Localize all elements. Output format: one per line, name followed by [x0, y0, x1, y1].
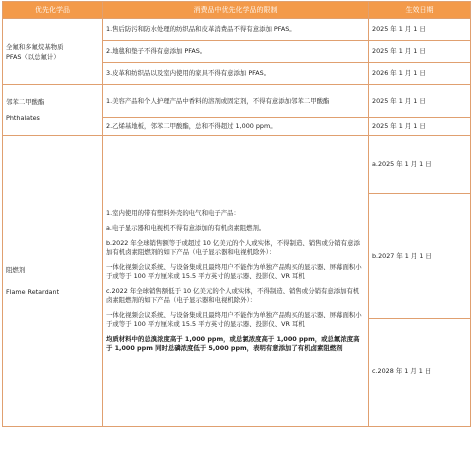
restriction-text: 2.乙烯基地板，邻苯二甲酸酯，总和不得超过 1,000 ppm。	[103, 118, 369, 136]
restriction-text: 1.美容产品和个人护理产品中香料的溶剂或固定剂，不得有意添加邻苯二甲酸酯	[103, 85, 369, 118]
effective-date: a.2025 年 1 月 1 日	[369, 136, 470, 194]
chemical-name-en: Flame Retardant	[6, 288, 60, 296]
chemical-pfas	[3, 19, 103, 85]
chemical-name-en: PFAS（以总氟计）	[6, 52, 60, 61]
table-row	[3, 136, 471, 427]
flame-restriction-block	[106, 209, 365, 353]
restriction-text-flame	[103, 136, 369, 427]
effective-date: 2025 年 1 月 1 日	[369, 41, 471, 63]
paragraph: b.2022 年全球销售额等于或超过 10 亿美元的个人或实体，不得制造、销售或分销有意添加有机卤素阻燃剂的如下产品（电子显示器和电视机除外）：	[106, 239, 360, 256]
paragraph: 一体化视频会议系统、与设备集成且最终用户不能作为单独产品购买的显示器、屏幕面积小于或等于 100 平方厘米或 15.5 平方英寸的显示器、投影仪、VR 耳机	[106, 311, 362, 328]
table-header-row	[3, 2, 471, 19]
restriction-text: 2.地毯和垫子不得有意添加 PFAS。	[103, 41, 369, 63]
chemical-name-cn: 阻燃剂	[6, 266, 26, 274]
paragraph-bold: 均质材料中的总溴浓度高于 1,000 ppm，或总氯浓度高于 1,000 ppm，或总氟浓度高于 1,000 ppm 同时总磷浓度低于 5,000 ppm，表明有意添加了有机卤素阻燃剂	[106, 335, 360, 352]
restriction-text: 1.售后防污和防水处理的纺织品和皮革消费品不得有意添加 PFAS。	[103, 19, 369, 41]
header-chemical: 优先化学品	[3, 2, 103, 19]
chemical-flame-retardant	[3, 136, 103, 427]
table-row	[3, 19, 471, 41]
effective-date-flame	[369, 136, 471, 427]
regulation-table-container	[2, 1, 471, 427]
restriction-text: 3.皮革和纺织品以及室内使用的家具不得有意添加 PFAS。	[103, 63, 369, 85]
chemical-name-en: Phthalates	[6, 114, 40, 122]
effective-date: 2026 年 1 月 1 日	[369, 63, 471, 85]
header-effective-date: 生效日期	[369, 2, 471, 19]
effective-date: 2025 年 1 月 1 日	[369, 85, 471, 118]
regulation-table	[2, 1, 471, 427]
chemical-name-cn: 全氟和多氟烷基物质	[6, 42, 64, 51]
effective-date: 2025 年 1 月 1 日	[369, 118, 471, 136]
effective-date: b.2027 年 1 月 1 日	[369, 194, 470, 319]
chemical-phthalates	[3, 85, 103, 136]
chemical-name-cn: 邻苯二甲酸酯	[6, 98, 45, 106]
table-row	[3, 85, 471, 118]
effective-date: 2025 年 1 月 1 日	[369, 19, 471, 41]
header-restriction: 消费品中优先化学品的限制	[103, 2, 369, 19]
paragraph: a.电子显示器和电视机不得有意添加的有机卤素阻燃剂。	[106, 224, 266, 232]
paragraph: c.2022 年全球销售额低于 10 亿美元的个人或实体，不得制造、销售或分销有意添加有机卤素阻燃剂的如下产品（电子显示器和电视机除外）：	[106, 287, 360, 304]
effective-date: c.2028 年 1 月 1 日	[372, 367, 432, 375]
paragraph: 1.室内使用的带有塑料外壳的电气和电子产品：	[106, 209, 240, 217]
paragraph: 一体化视频会议系统、与设备集成且最终用户不能作为单独产品购买的显示器、屏幕面积小于或等于 100 平方厘米或 15.5 平方英寸的显示器、投影仪、VR 耳机	[106, 263, 362, 280]
